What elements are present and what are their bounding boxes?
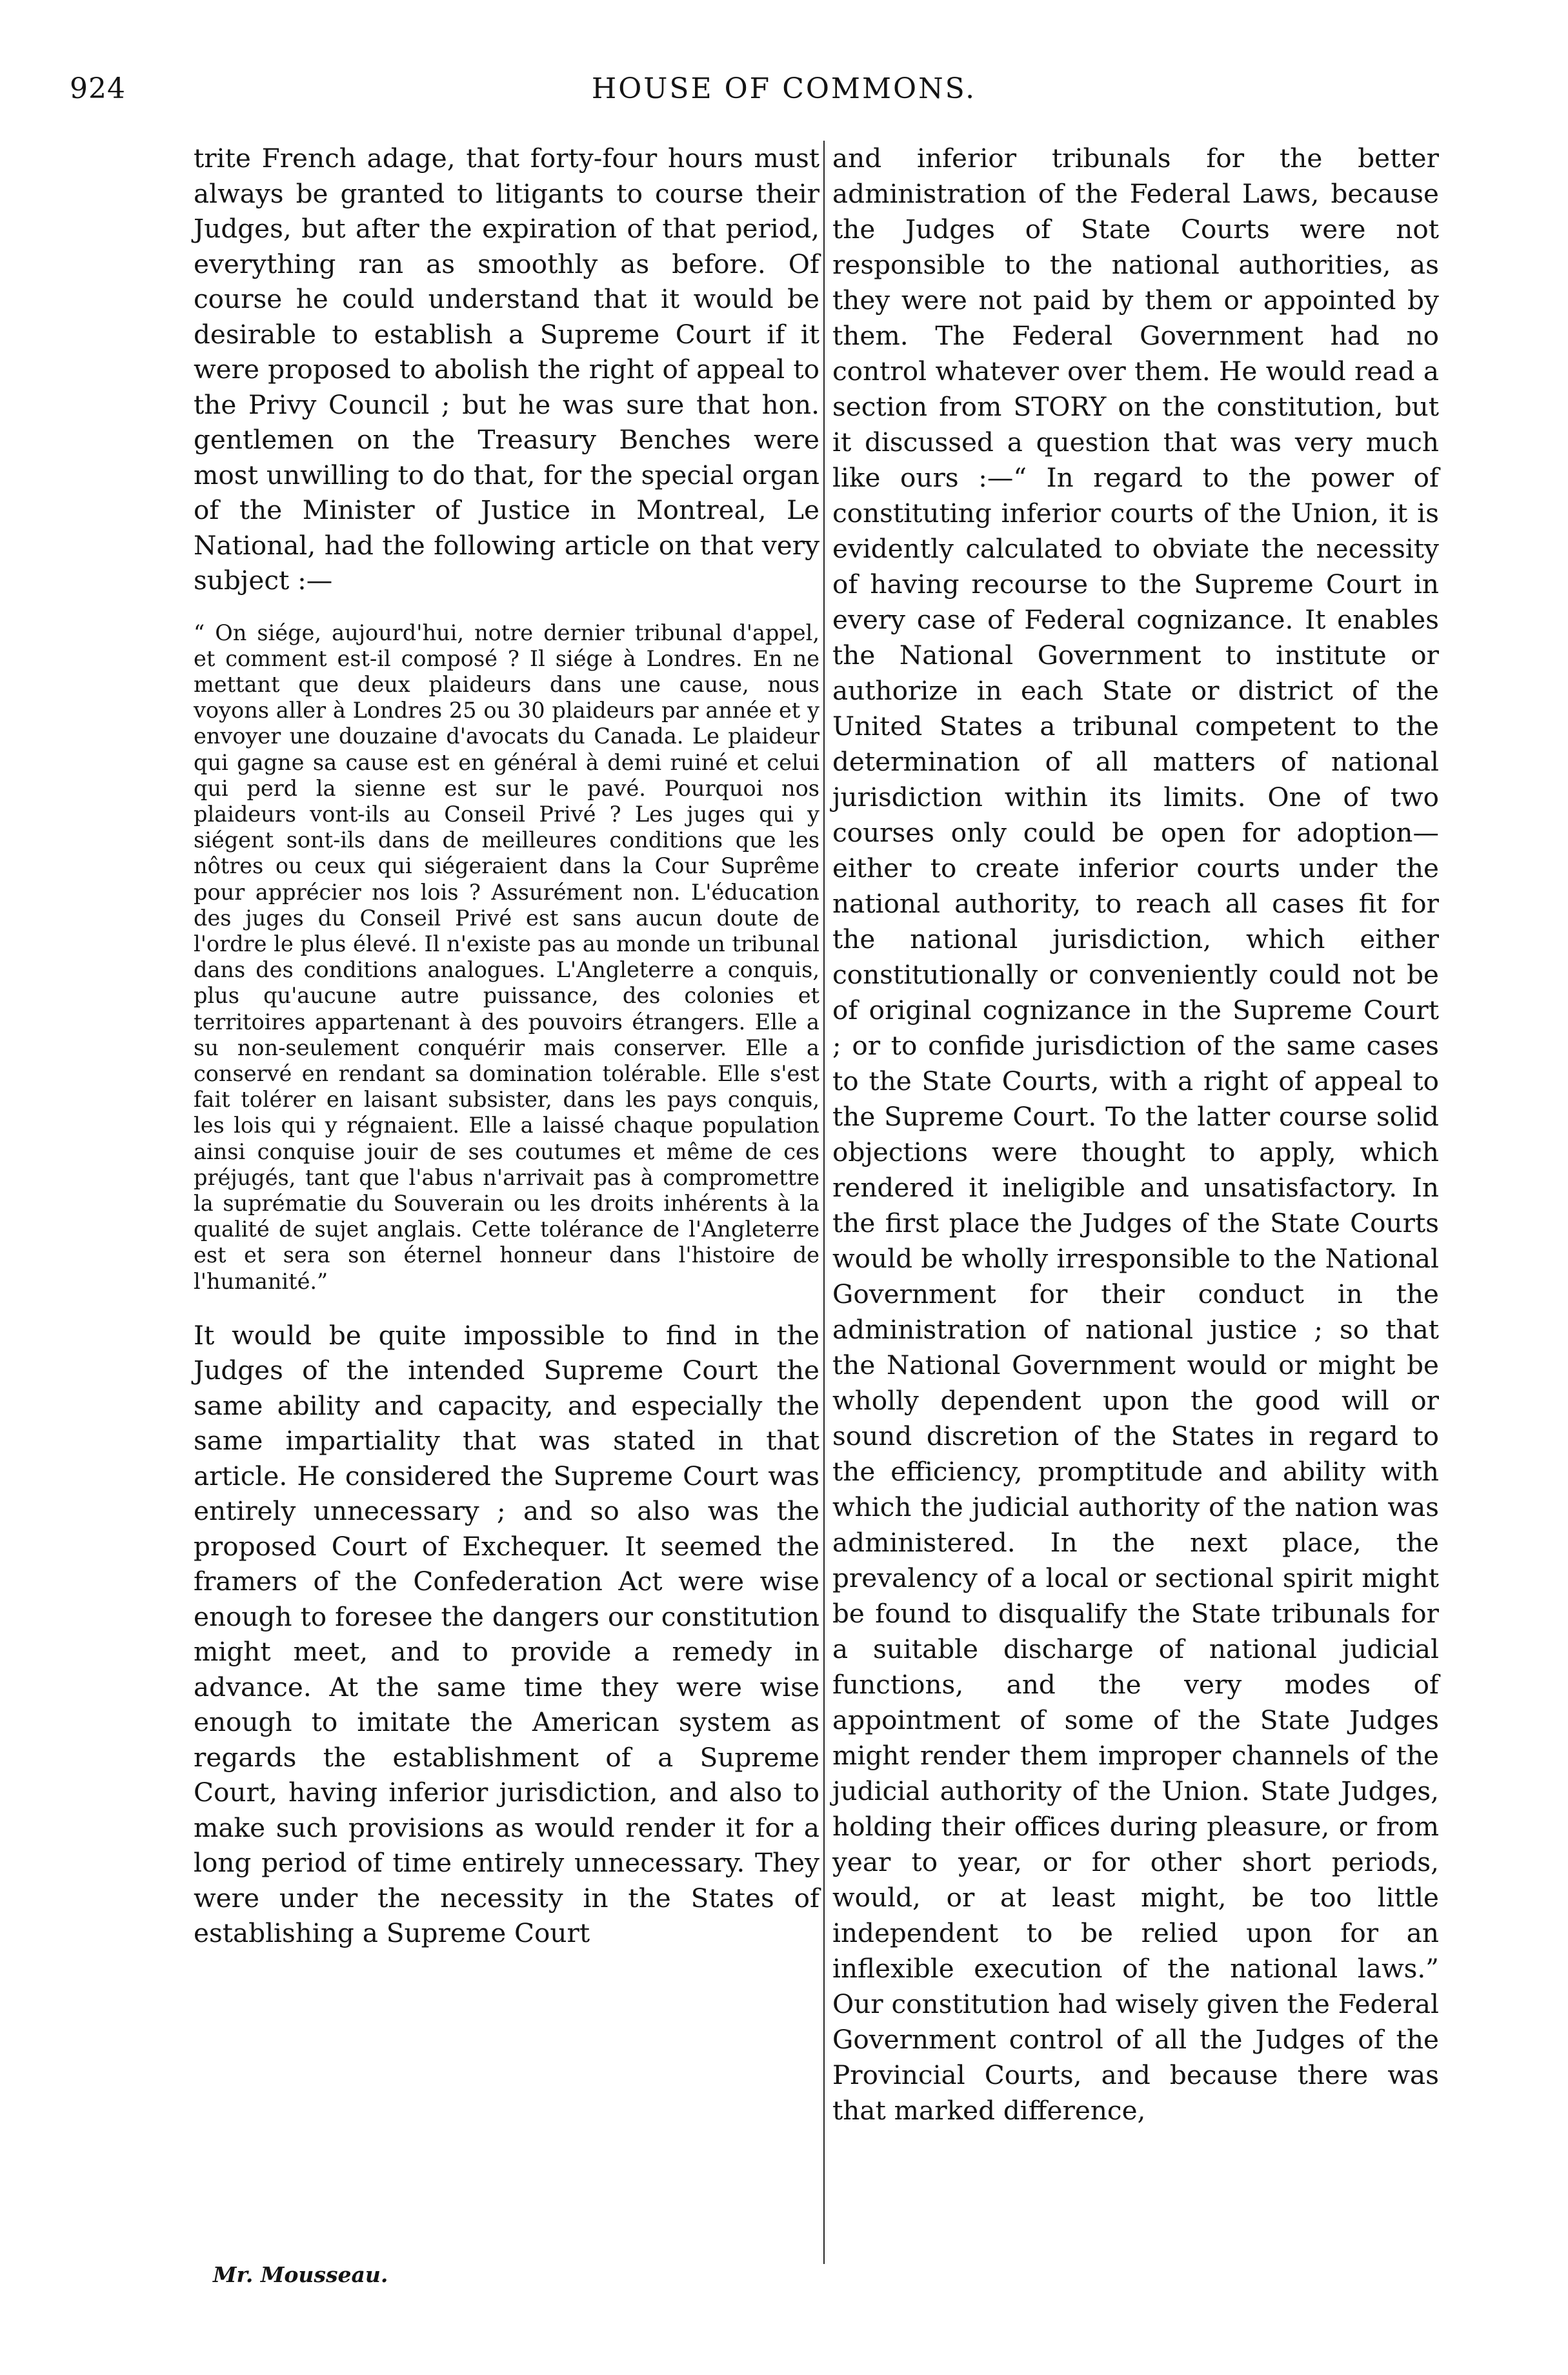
right-column: [832, 141, 1439, 2128]
running-head: HOUSE OF COMMONS.: [591, 72, 977, 105]
french-quotation: “ On siége, aujourd'hui, notre dernier tribunal d'appel, et comment est-il composé ? Il siége à Londres. En ne mettant que deux plaideurs dans une cause, nous voyons aller à Londres 25 ou 30 plaideurs par année et y envoyer une douzaine d'avocats du Canada. Le plaideur qui gagne sa cause est en général à demi ruiné et celui qui perd la sienne est sur le pavé. Pourquoi nos plaideurs vont-ils au Conseil Privé ? Les juges qui y siégent sont-ils dans de meilleures conditions que les nôtres ou ceux qui siégeraient dans la Cour Suprême pour apprécier nos lois ? Assurément non. L'éducation des juges du Conseil Privé est sans aucun doute de l'ordre le plus élevé. Il n'existe pas au monde un tribunal dans des conditions analogues. L'Angleterre a conquis, plus qu'aucune autre puissance, des colonies et territoires appartenant à des pouvoirs étrangers. Elle a su non-seulement conquérir mais conserver. Elle a conservé en rendant sa domination tolérable. Elle s'est fait tolérer en laisant subsister, dans les pays conquis, les lois qui y régnaient. Elle a laissé chaque population ainsi conquise jouir de ses coutumes et même de ces préjugés, tant que l'abus n'arrivait pas à compromettre la suprématie du Souverain ou les droits inhérents à la qualité de sujet anglais. Cette tolérance de l'Angleterre est et sera son éternel honneur dans l'histoire de l'humanité.”: [194, 620, 819, 1294]
left-column: [194, 141, 819, 1951]
column-divider: [823, 141, 825, 2264]
speaker-footer: Mr. Mousseau.: [213, 2262, 388, 2287]
left-paragraph-1: trite French adage, that forty-four hours must always be granted to litigants to course their Judges, but after the expiration of that period, everything ran as smoothly as before. Of course he could understand that it would be desirable to establish a Supreme Court if it were proposed to abolish the right of appeal to the Privy Council ; but he was sure that hon. gentlemen on the Treasury Benches were most unwilling to do that, for the special organ of the Minister of Justice in Montreal, Le National, had the following article on that very subject :—: [194, 143, 819, 596]
right-paragraph-1: and inferior tribunals for the better administration of the Federal Laws, because the Judges of State Courts were not responsible to the national authorities, as they were not paid by them or appointed by them. The Federal Government had no control whatever over them. He would read a section from STORY on the constitution, but it discussed a question that was very much like ours :—“ In regard to the power of constituting inferior courts of the Union, it is evidently calculated to obviate the necessity of having recourse to the Supreme Court in every case of Federal cognizance. It enables the National Government to institute or authorize in each State or district of the United States a tribunal competent to the determination of all matters of national jurisdiction within its limits. One of two courses only could be open for adoption—either to create inferior courts under the national authority, to reach all cases fit for the national jurisdiction, which either constitutionally or conveniently could not be of original cognizance in the Supreme Court ; or to confide jurisdiction of the same cases to the State Courts, with a right of appeal to the Supreme Court. To the latter course solid objections were thought to apply, which rendered it ineligible and unsatisfactory. In the first place the Judges of the State Courts would be wholly irresponsible to the National Government for their conduct in the administration of national justice ; so that the National Government would or might be wholly dependent upon the good will or sound discretion of the States in regard to the efficiency, promptitude and ability with which the judicial authority of the nation was administered. In the next place, the prevalency of a local or sectional spirit might be found to disqualify the State tribunals for a suitable discharge of national judicial functions, and the very modes of appointment of some of the State Judges might render them improper channels of the judicial authority of the Union. State Judges, holding their offices during pleasure, or from year to year, or for other short periods, would, or at least might, be too little independent to be relied upon for an inflexible execution of the national laws.” Our constitution had wisely given the Federal Government control of all the Judges of the Provincial Courts, and because there was that marked difference,: [832, 143, 1439, 2126]
page-number: 924: [70, 72, 126, 105]
page-header: [0, 72, 1568, 124]
left-paragraph-2: It would be quite impossible to find in the Judges of the intended Supreme Court the same ability and capacity, and especially the same impartiality that was stated in that article. He considered the Supreme Court was entirely unnecessary ; and so also was the proposed Court of Exchequer. It seemed the framers of the Confederation Act were wise enough to foresee the dangers our constitution might meet, and to provide a remedy in advance. At the same time they were wise enough to imitate the American system as regards the establishment of a Supreme Court, having inferior jurisdiction, and also to make such provisions as would render it for a long period of time entirely unnecessary. They were under the necessity in the States of establishing a Supreme Court: [194, 1319, 819, 1949]
